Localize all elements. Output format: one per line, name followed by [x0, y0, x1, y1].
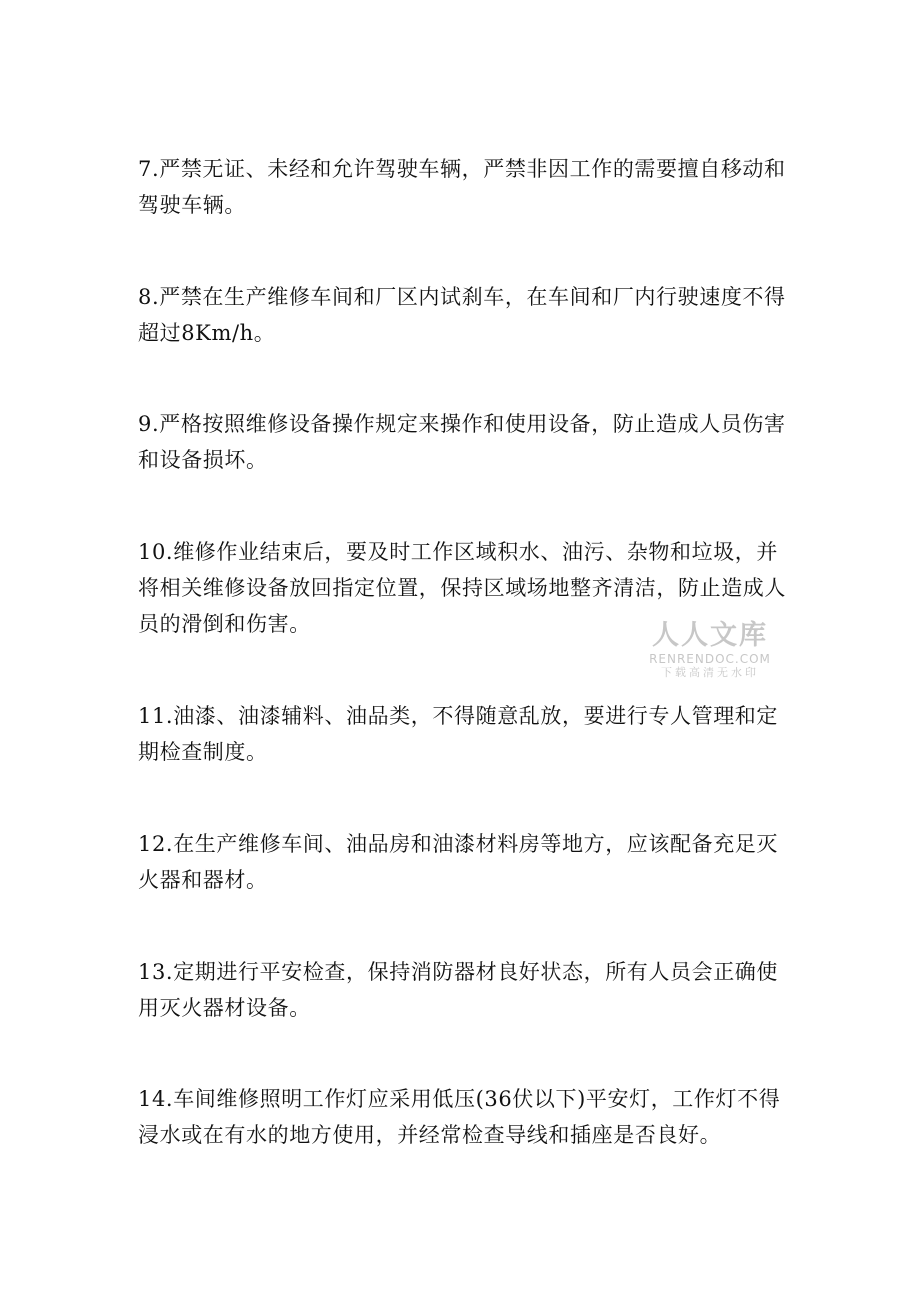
watermark-tagline: 下载高清无水印 — [661, 666, 759, 679]
watermark-title: 人人文库 — [652, 620, 768, 651]
paragraph-item-9: 9.严格按照维修设备操作规定来操作和使用设备，防止造成人员伤害和设备损坏。 — [138, 412, 786, 472]
paragraph-item-8: 8.严禁在生产维修车间和厂区内试刹车，在车间和厂内行驶速度不得超过8Km/h。 — [138, 285, 786, 345]
paragraph-item-12: 12.在生产维修车间、油品房和油漆材料房等地方，应该配备充足灭火器和器材。 — [138, 832, 778, 892]
watermark-url: RENRENDOC.COM — [649, 652, 771, 666]
paragraph-item-14: 14.车间维修照明工作灯应采用低压(36伏以下)平安灯，工作灯不得浸水或在有水的地方使用，并经常检查导线和插座是否良好。 — [138, 1087, 781, 1147]
paragraph-item-7: 7.严禁无证、未经和允许驾驶车辆，严禁非因工作的需要擅自移动和驾驶车辆。 — [138, 157, 786, 217]
watermark-logo — [646, 620, 774, 680]
paragraph-item-11: 11.油漆、油漆辅料、油品类，不得随意乱放，要进行专人管理和定期检查制度。 — [138, 704, 778, 764]
paragraph-item-13: 13.定期进行平安检查，保持消防器材良好状态，所有人员会正确使用灭火器材设备。 — [138, 960, 778, 1020]
paragraph-item-10: 10.维修作业结束后，要及时工作区域积水、油污、杂物和垃圾，并将相关维修设备放回指定位置，保持区域场地整齐清洁，防止造成人员的滑倒和伤害。 — [138, 540, 786, 636]
